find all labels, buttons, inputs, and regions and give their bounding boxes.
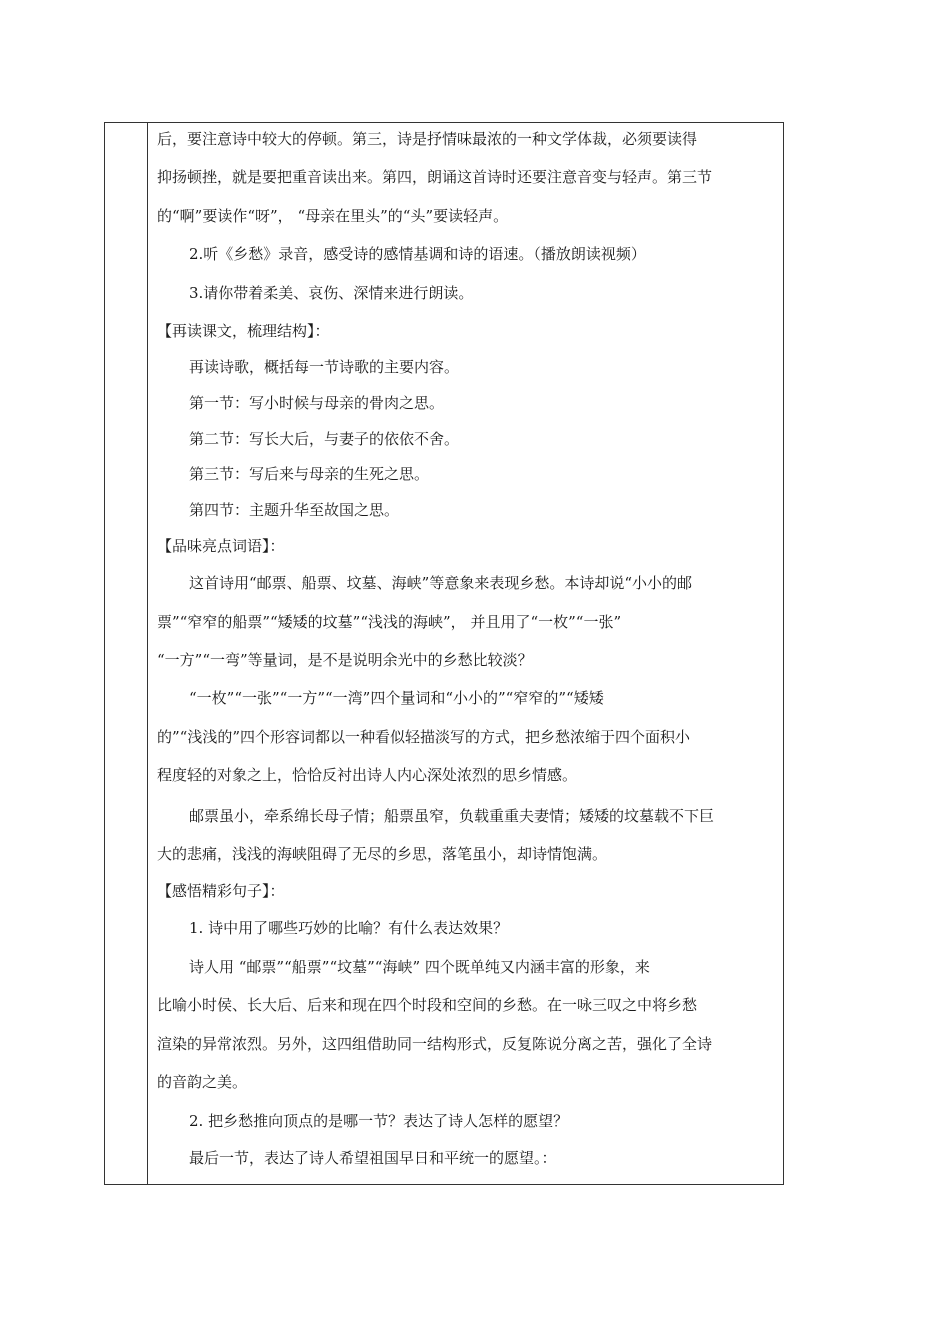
text-line: “一方”“一弯”等量词，是不是说明余光中的乡愁比较淡？ xyxy=(157,651,533,669)
text-line: 的”“浅浅的”四个形容词都以一种看似轻描淡写的方式，把乡愁浓缩于四个面积小 xyxy=(157,728,691,746)
text-line: “一枚”“一张”“一方”“一湾”四个量词和“小小的”“窄窄的”“矮矮 xyxy=(189,689,604,707)
text-line: 第四节：主题升华至故国之思。 xyxy=(189,501,400,519)
text-line: 这首诗用“邮票、船票、坟墓、海峡”等意象来表现乡愁。本诗却说“小小的邮 xyxy=(189,574,693,592)
text-line: 渲染的异常浓烈。另外，这四组借助同一结构形式，反复陈说分离之苦，强化了全诗 xyxy=(157,1035,713,1053)
text-line: 的“啊”要读作“呀”， “母亲在里头”的“头”要读轻声。 xyxy=(157,207,509,225)
text-line: 第三节：写后来与母亲的生死之思。 xyxy=(189,465,430,483)
text-line: 比喻小时侯、长大后、后来和现在四个时段和空间的乡愁。在一咏三叹之中将乡愁 xyxy=(157,996,698,1014)
text-line: 大的悲痛，浅浅的海峡阻碍了无尽的乡思，落笔虽小，却诗情饱满。 xyxy=(157,845,608,863)
section-heading-sentences: 【感悟精彩句子】： xyxy=(157,882,285,900)
text-line: 3.请你带着柔美、哀伤、深情来进行朗读。 xyxy=(189,284,474,302)
text-line: 诗人用 “邮票”“船票”“坟墓”“海峡” 四个既单纯又内涵丰富的形象，来 xyxy=(189,958,650,976)
text-line: 程度轻的对象之上，恰恰反衬出诗人内心深处浓烈的思乡情感。 xyxy=(157,766,578,784)
text-line: 最后一节，表达了诗人希望祖国早日和平统一的愿望。： xyxy=(189,1149,557,1167)
table-left-column xyxy=(105,123,148,1184)
text-line: 票”“窄窄的船票”“矮矮的坟墓”“浅浅的海峡”， 并且用了“一枚”“一张” xyxy=(157,613,622,631)
text-line: 第二节：写长大后，与妻子的依依不舍。 xyxy=(189,430,460,448)
text-line: 的音韵之美。 xyxy=(157,1073,248,1091)
text-line: 抑扬顿挫，就是要把重音读出来。第四，朗诵这首诗时还要注意音变与轻声。第三节 xyxy=(157,168,713,186)
section-heading-structure: 【再读课文，梳理结构】： xyxy=(157,322,330,340)
text-line: 再读诗歌，概括每一节诗歌的主要内容。 xyxy=(189,358,460,376)
text-line: 邮票虽小，牵系绵长母子情；船票虽窄，负载重重夫妻情；矮矮的坟墓载不下巨 xyxy=(189,807,715,825)
text-line: 2. 把乡愁推向顶点的是哪一节？表达了诗人怎样的愿望？ xyxy=(189,1112,569,1130)
text-line: 第一节：写小时候与母亲的骨肉之思。 xyxy=(189,394,445,412)
text-line: 后，要注意诗中较大的停顿。第三，诗是抒情味最浓的一种文学体裁，必须要读得 xyxy=(157,130,698,148)
section-heading-words: 【品味亮点词语】： xyxy=(157,537,285,555)
text-line: 1. 诗中用了哪些巧妙的比喻？有什么表达效果？ xyxy=(189,919,509,937)
text-line: 2.听《乡愁》录音，感受诗的感情基调和诗的语速。（播放朗读视频） xyxy=(189,245,646,263)
lesson-table xyxy=(104,122,784,1185)
